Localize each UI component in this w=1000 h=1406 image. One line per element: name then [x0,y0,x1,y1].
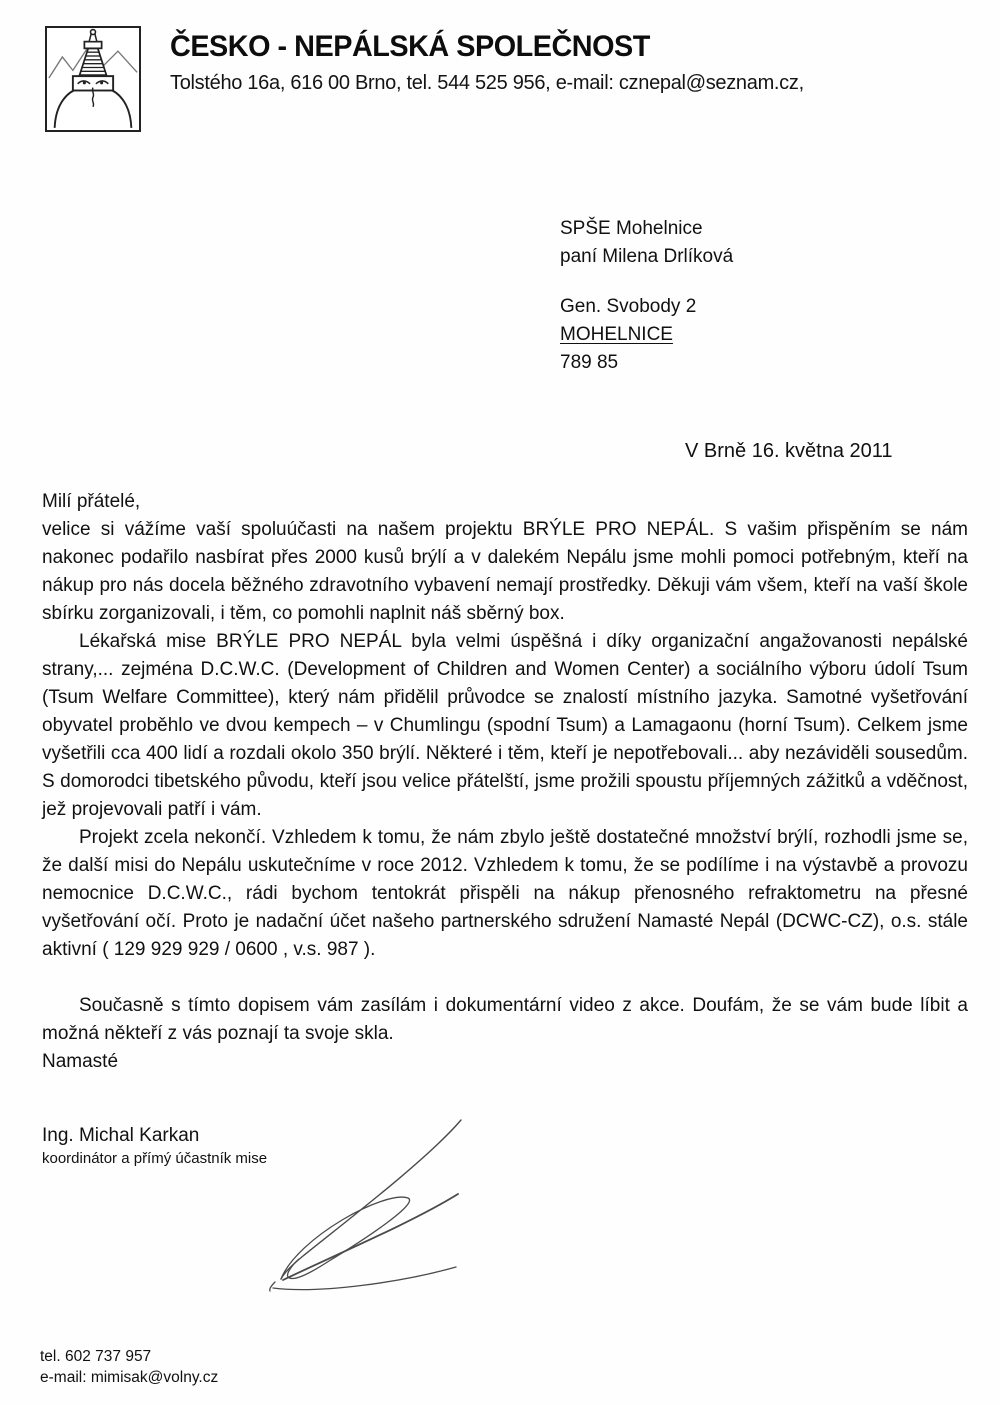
stupa-logo-icon [47,28,139,130]
paragraph-1: velice si vážíme vaší spoluúčasti na našem projektu BRÝLE PRO NEPÁL. S vašim přispěním se nám nakonec podařilo nasbírat přes 2000 kusů brýlí a v dalekém Nepálu jsme mohli pomoci potřebným, kteří na nákup pro nás docela běžného zdravotního vybavení nemají prostředky. Děkuji vám všem, kteří na vaší škole sbírku zorganizovali, i těm, co pomohli naplnit náš sběrný box. [42,519,968,624]
signer-title: koordinátor a přímý účastník mise [42,1150,268,1167]
letterhead [170,30,804,95]
signature-scribble-icon [245,1118,475,1293]
salutation: Milí přátelé, [42,491,141,512]
recipient-organization: SPŠE Mohelnice [560,218,703,239]
paragraph-4: Současně s tímto dopisem vám zasílám i dokumentární video z akce. Doufám, že se vám bude líbit a možná někteří z vás poznají ta svoje skla. [42,995,968,1044]
organization-contact-line: Tolstého 16a, 616 00 Brno, tel. 544 525 956, e-mail: cznepal@seznam.cz, [170,72,804,94]
signer-block [42,1123,968,1169]
organization-logo [45,26,141,132]
handwritten-signature [245,1118,475,1293]
recipient-city: MOHELNICE [560,324,673,345]
closing-word: Namasté [42,1051,119,1072]
signer-name: Ing. Michal Karkan [42,1125,200,1146]
recipient-postcode: 789 85 [560,352,619,373]
address-spacer [560,271,733,293]
date-line: V Brně 16. května 2011 [685,440,893,462]
organization-name: ČESKO - NEPÁLSKÁ SPOLEČNOST [170,30,650,63]
paragraph-3: Projekt zcela nekončí. Vzhledem k tomu, že nám zbylo ještě dostatečné množství brýlí, rozhodli jsme se, že další misi do Nepálu uskutečníme v roce 2012. Vzhledem k tomu, že se podílíme i na výstavbě a provozu nemocnice D.C.W.C., rádi bychom tentokrát přispěli na nákup přenosného refraktometru na přesné vyšetřování očí. Proto je nadační účet našeho partnerského sdružení Namasté Nepál (DCWC-CZ), o.s. stále aktivní ( 129 929 929 / 0600 , v.s. 987 ). [42,827,968,960]
recipient-street: Gen. Svobody 2 [560,296,697,317]
recipient-person: paní Milena Drlíková [560,246,734,267]
recipient-address-block [560,215,733,377]
footer-telephone: tel. 602 737 957 [40,1348,152,1365]
footer-email: e-mail: mimisak@volny.cz [40,1369,219,1386]
paragraph-2: Lékařská mise BRÝLE PRO NEPÁL byla velmi úspěšná i díky organizační angažovanosti nepálské strany,... zejména D.C.W.C. (Development of Children and Women Center) a sociálního výboru údolí Tsum (Tsum Welfare Committee), který nám přidělil průvodce se znalostí místního jazyka. Samotné vyšetřování obyvatel proběhlo ve dvou kempech – v Chumlingu (spodní Tsum) a Lamagaonu (horní Tsum). Celkem jsme vyšetřili cca 400 lidí a rozdali okolo 350 brýlí. Některé i těm, kteří je nepotřebovali... aby nezáviděli sousedům. S domorodci tibetského původu, kteří jsou velice přátelští, jsme prožili spoustu příjemných zážitků a vděčnost, jež projevovali patří i vám. [42,631,968,820]
sender-contact-footer [40,1346,218,1388]
letter-body [42,488,968,1169]
